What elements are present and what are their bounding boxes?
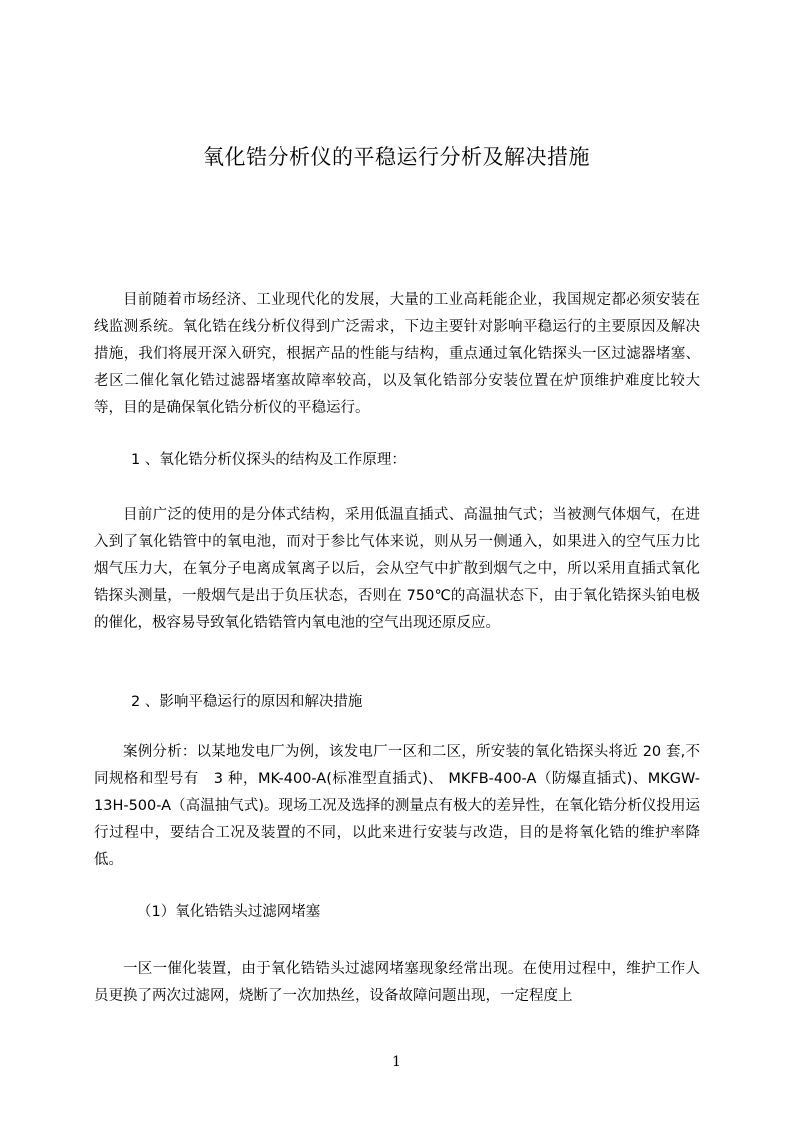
section-heading-2: 2 、影响平稳运行的原因和解决措施 bbox=[131, 694, 363, 710]
page-number: 1 bbox=[392, 1054, 401, 1070]
filter-blockage-paragraph: 一区一催化装置，由于氧化锆锆头过滤网堵塞现象经常出现。在使用过程中，维护工作人员更换了两次过滤网，烧断了一次加热丝，设备故障问题出现，一定程度上 bbox=[94, 961, 700, 1004]
section-heading-1: 1 、氧化锆分析仪探头的结构及工作原理： bbox=[131, 452, 406, 468]
case-analysis-paragraph: 案例分析：以某地发电厂为例，该发电厂一区和二区，所安装的氧化锆探头将近 20 套,不同规格和型号有 3 种，MK-400-A(标准型直插式)、 MKFB-400-A（防爆直插式)、MKGW-13H-500-A（高温抽气式)。现场工况及选择的测量点有极大的差异性，在氧化锆分析仪投用运行过程中，要结合工况及装置的不同，以此来进行安装与改造，目的是将氧化锆的维护率降低。 bbox=[94, 744, 700, 868]
subsection-heading-1: （1）氧化锆锆头过滤网堵塞 bbox=[137, 904, 321, 920]
document-title: 氧化锆分析仪的平稳运行分析及解决措施 bbox=[203, 145, 590, 169]
structure-paragraph: 目前广泛的使用的是分体式结构，采用低温直插式、高温抽气式；当被测气体烟气，在进入到了氧化锆管中的氧电池，而对于参比气体来说，则从另一侧通入，如果进入的空气压力比烟气压力大，在氧分子电离成氧离子以后，会从空气中扩散到烟气之中，所以采用直插式氧化锆探头测量，一般烟气是出于负压状态，否则在 750℃的高温状态下，由于氧化锆探头铂电极的催化，极容易导致氧化锆锆管内氧电池的空气出现还原反应。 bbox=[94, 507, 700, 631]
intro-paragraph: 目前随着市场经济、工业现代化的发展，大量的工业高耗能企业，我国规定都必须安装在线监测系统。氧化锆在线分析仪得到广泛需求，下边主要针对影响平稳运行的主要原因及解决措施，我们将展开深入研究，根据产品的性能与结构，重点通过氧化锆探头一区过滤器堵塞、老区二催化氧化锆过滤器堵塞故障率较高，以及氧化锆部分安装位置在炉顶维护难度比较大等，目的是确保氧化锆分析仪的平稳运行。 bbox=[94, 292, 700, 416]
